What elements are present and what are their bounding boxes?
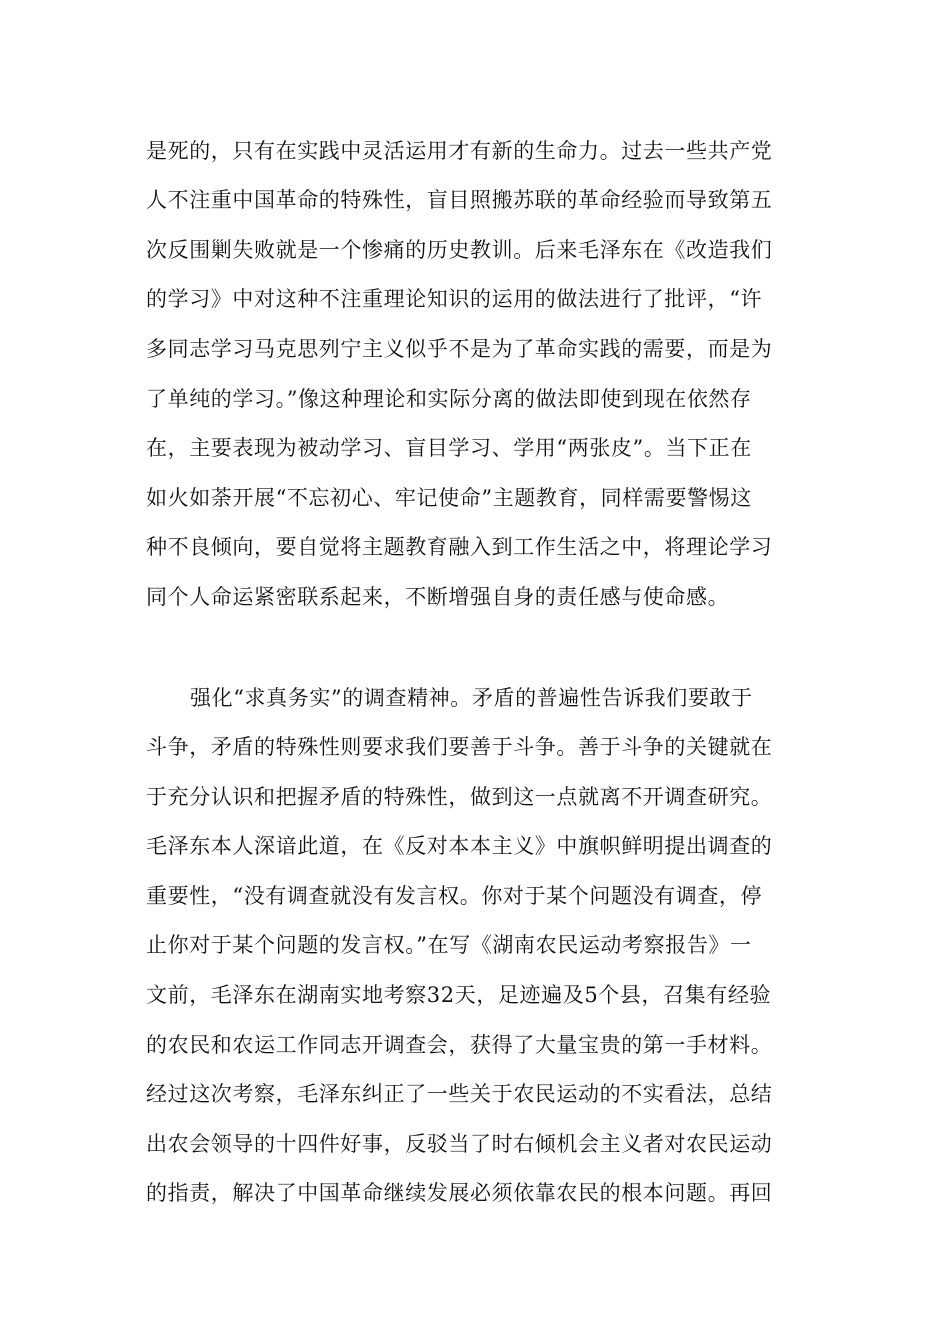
paragraph-1-line: 次反围剿失败就是一个惨痛的历史教训。后来毛泽东在《改造我们 (146, 238, 773, 262)
paragraph-2-line: 经过这次考察，毛泽东纠正了一些关于农民运动的不实看法，总结 (146, 1082, 773, 1106)
paragraph-1-line: 是死的，只有在实践中灵活运用才有新的生命力。过去一些共产党 (146, 139, 773, 163)
paragraph-2-line: 文前，毛泽东在湖南实地考察32天，足迹遍及5个县，召集有经验 (146, 983, 772, 1007)
paragraph-2-line: 强化“求真务实”的调查精神。矛盾的普遍性告诉我们要敢于 (190, 686, 753, 710)
paragraph-2-line: 重要性，“没有调查就没有发言权。你对于某个问题没有调查，停 (146, 884, 763, 908)
paragraph-2-line: 斗争，矛盾的特殊性则要求我们要善于斗争。善于斗争的关键就在 (146, 735, 773, 759)
paragraph-1-line: 如火如荼开展“不忘初心、牢记使命”主题教育，同样需要警惕这 (146, 486, 752, 510)
paragraph-1-line: 了单纯的学习。”像这种理论和实际分离的做法即使到现在依然存 (146, 387, 752, 411)
paragraph-1-line: 的学习》中对这种不注重理论知识的运用的做法进行了批评，“许 (146, 287, 763, 311)
paragraph-2-line: 的农民和农运工作同志开调查会，获得了大量宝贵的第一手材料。 (146, 1033, 773, 1057)
paragraph-2-line: 于充分认识和把握矛盾的特殊性，做到这一点就离不开调查研究。 (146, 785, 773, 809)
paragraph-1-line: 人不注重中国革命的特殊性，盲目照搬苏联的革命经验而导致第五 (146, 188, 773, 212)
paragraph-1-line: 种不良倾向，要自觉将主题教育融入到工作生活之中，将理论学习 (146, 535, 773, 559)
paragraph-2-line: 出农会领导的十四件好事，反驳当了时右倾机会主义者对农民运动 (146, 1132, 773, 1156)
paragraph-2-line: 毛泽东本人深谙此道，在《反对本本主义》中旗帜鲜明提出调查的 (146, 834, 773, 858)
paragraph-2-line: 的指责，解决了中国革命继续发展必须依靠农民的根本问题。再回 (146, 1181, 773, 1205)
paragraph-1-line: 同个人命运紧密联系起来，不断增强自身的责任感与使命感。 (146, 585, 730, 609)
paragraph-1-line: 在，主要表现为被动学习、盲目学习、学用“两张皮”。当下正在 (146, 436, 752, 460)
paragraph-1-line: 多同志学习马克思列宁主义似乎不是为了革命实践的需要，而是为 (146, 337, 773, 361)
paragraph-2-line: 止你对于某个问题的发言权。”在写《湖南农民运动考察报告》一 (146, 933, 752, 957)
